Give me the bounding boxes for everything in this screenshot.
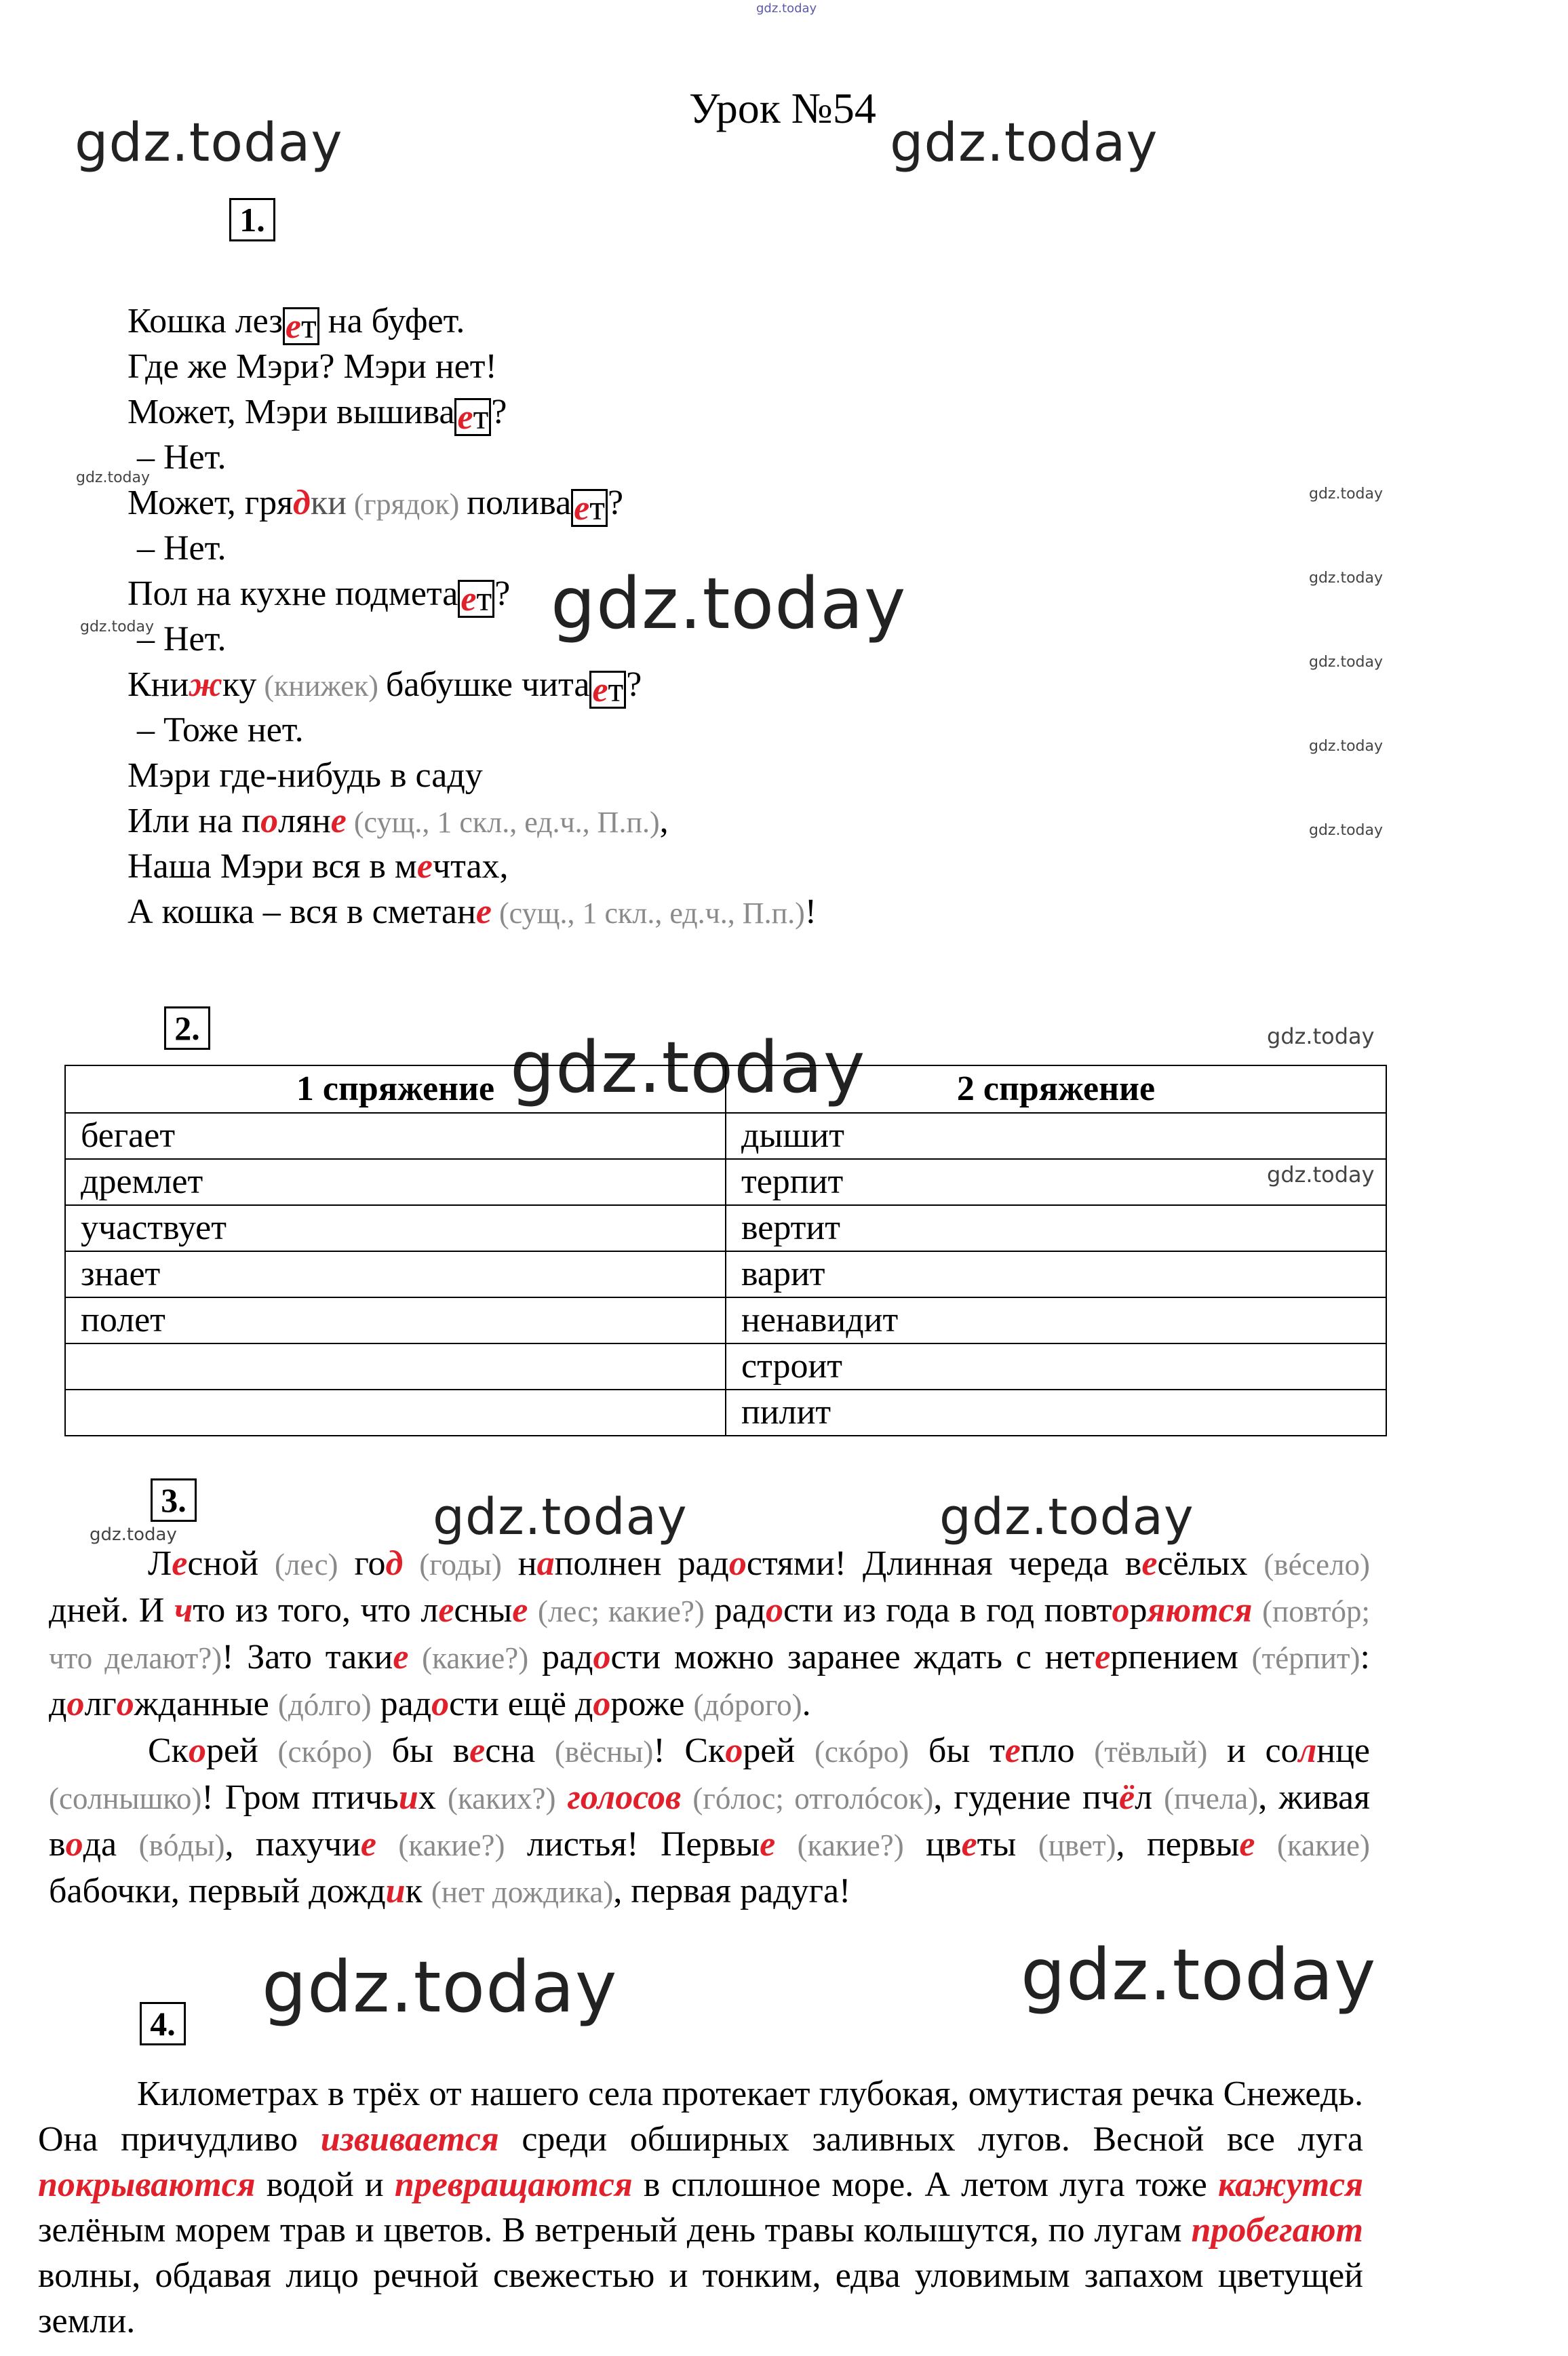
watermark: gdz.today xyxy=(1021,1933,1377,2016)
section-number-4: 4. xyxy=(140,2002,186,2045)
watermark: gdz.today xyxy=(433,1488,688,1546)
poem-line: Или на поляне (сущ., 1 скл., ед.ч., П.п.), xyxy=(128,802,669,840)
poem-line: Кошка лезет на буфет. xyxy=(128,302,465,346)
poem-line: – Нет. xyxy=(137,529,227,568)
poem-line: Может, грядки (грядок) поливает? xyxy=(128,484,624,528)
watermark-small: gdz.today xyxy=(90,1525,177,1545)
poem-line: – Нет. xyxy=(137,620,227,659)
table-cell: полет xyxy=(65,1297,726,1343)
poem-line: Книжку (книжек) бабушке читает? xyxy=(128,665,642,709)
table-row xyxy=(65,1390,1386,1436)
paragraph: Лесной (лес) год (годы) наполнен радостями! Длинная череда весёлых (вéсело) дней. И что из того, что лесные (лес; какие?) радости из года в год повторяются (повтóр; что делают?)! Зато такие (какие?) радости можно заранее ждать с нетерпением (тéрпит): долгожданные (дóлго) радости ещё дороже (дóрого). xyxy=(49,1544,1371,1723)
table-cell: бегает xyxy=(65,1113,726,1159)
table-cell xyxy=(65,1390,726,1436)
poem xyxy=(128,298,817,935)
watermark-small: gdz.today xyxy=(1309,738,1384,755)
column-header: 1 спряжение xyxy=(65,1065,726,1113)
section-number-2: 2. xyxy=(164,1006,210,1050)
table-row xyxy=(65,1113,1386,1159)
poem-line: Мэри где-нибудь в саду xyxy=(128,756,483,795)
column-header: 2 спряжение xyxy=(726,1065,1386,1113)
table-row xyxy=(65,1343,1386,1390)
table-row xyxy=(65,1205,1386,1251)
watermark: gdz.today xyxy=(551,562,907,645)
poem-line: – Нет. xyxy=(137,438,227,477)
poem-line: Наша Мэри вся в мечтах, xyxy=(128,847,509,886)
watermark-small: gdz.today xyxy=(1267,1023,1375,1049)
table-cell: дышит xyxy=(726,1113,1386,1159)
top-watermark: gdz.today xyxy=(756,1,817,16)
table-row xyxy=(65,1297,1386,1343)
watermark-small: gdz.today xyxy=(80,619,155,635)
table-header-row xyxy=(65,1065,1386,1113)
watermark-small: gdz.today xyxy=(1267,1162,1375,1187)
table-cell: терпит xyxy=(726,1159,1386,1205)
table-cell: пилит xyxy=(726,1390,1386,1436)
table-cell: дремлет xyxy=(65,1159,726,1205)
table-cell: знает xyxy=(65,1251,726,1297)
table-row xyxy=(65,1251,1386,1297)
table-cell: варит xyxy=(726,1251,1386,1297)
watermark-small: gdz.today xyxy=(1309,822,1384,839)
watermark-small: gdz.today xyxy=(1309,570,1384,587)
lesson-title: Урок №54 xyxy=(689,84,876,132)
watermark: gdz.today xyxy=(75,113,343,174)
conjugation-table xyxy=(64,1065,1387,1436)
poem-line: Может, Мэри вышивает? xyxy=(128,393,507,437)
table-row xyxy=(65,1159,1386,1205)
section-number-1: 1. xyxy=(229,198,275,241)
exercise-4-text xyxy=(38,2071,1363,2344)
section-number-3: 3. xyxy=(151,1478,197,1522)
table-cell: строит xyxy=(726,1343,1386,1390)
poem-line: – Тоже нет. xyxy=(137,711,304,749)
table-cell xyxy=(65,1343,726,1390)
table-cell: участвует xyxy=(65,1205,726,1251)
exercise-3-text xyxy=(49,1541,1370,1915)
table-cell: вертит xyxy=(726,1205,1386,1251)
paragraph: Скорей (скóро) бы весна (вёсны)! Скорей (скóро) бы тепло (тёвлый) и солнце (солнышко)! Гром птичьих (каких?) голосов (гóлос; отголóсок), гудение пчёл (пчела), живая вода (вóды), пахучие (какие?) листья! Первые (какие?) цветы (цвет), первые (какие) бабочки, первый дождик (нет дождика), первая радуга! xyxy=(49,1731,1371,1910)
paragraph: Километрах в трёх от нашего села протекает глубокая, омутистая речка Снежедь. Она причудливо извивается среди обширных заливных лугов. Весной все луга покрываются водой и превращаются в сплошное море. А летом луга тоже кажутся зелёным морем трав и цветов. В ветреный день травы колышутся, по лугам пробегают волны, обдавая лицо речной свежестью и тонким, едва уловимым запахом цветущей земли. xyxy=(38,2075,1363,2340)
watermark-small: gdz.today xyxy=(1309,486,1384,503)
watermark: gdz.today xyxy=(939,1488,1194,1546)
poem-line: Пол на кухне подметает? xyxy=(128,574,511,619)
poem-line: Где же Мэри? Мэри нет! xyxy=(128,347,497,386)
watermark: gdz.today xyxy=(510,1026,866,1109)
poem-line: А кошка – вся в сметане (сущ., 1 скл., ед.ч., П.п.)! xyxy=(128,892,817,931)
table-cell: ненавидит xyxy=(726,1297,1386,1343)
watermark: gdz.today xyxy=(262,1946,618,2028)
watermark: gdz.today xyxy=(890,113,1158,174)
watermark-small: gdz.today xyxy=(76,469,151,486)
watermark-small: gdz.today xyxy=(1309,654,1384,671)
